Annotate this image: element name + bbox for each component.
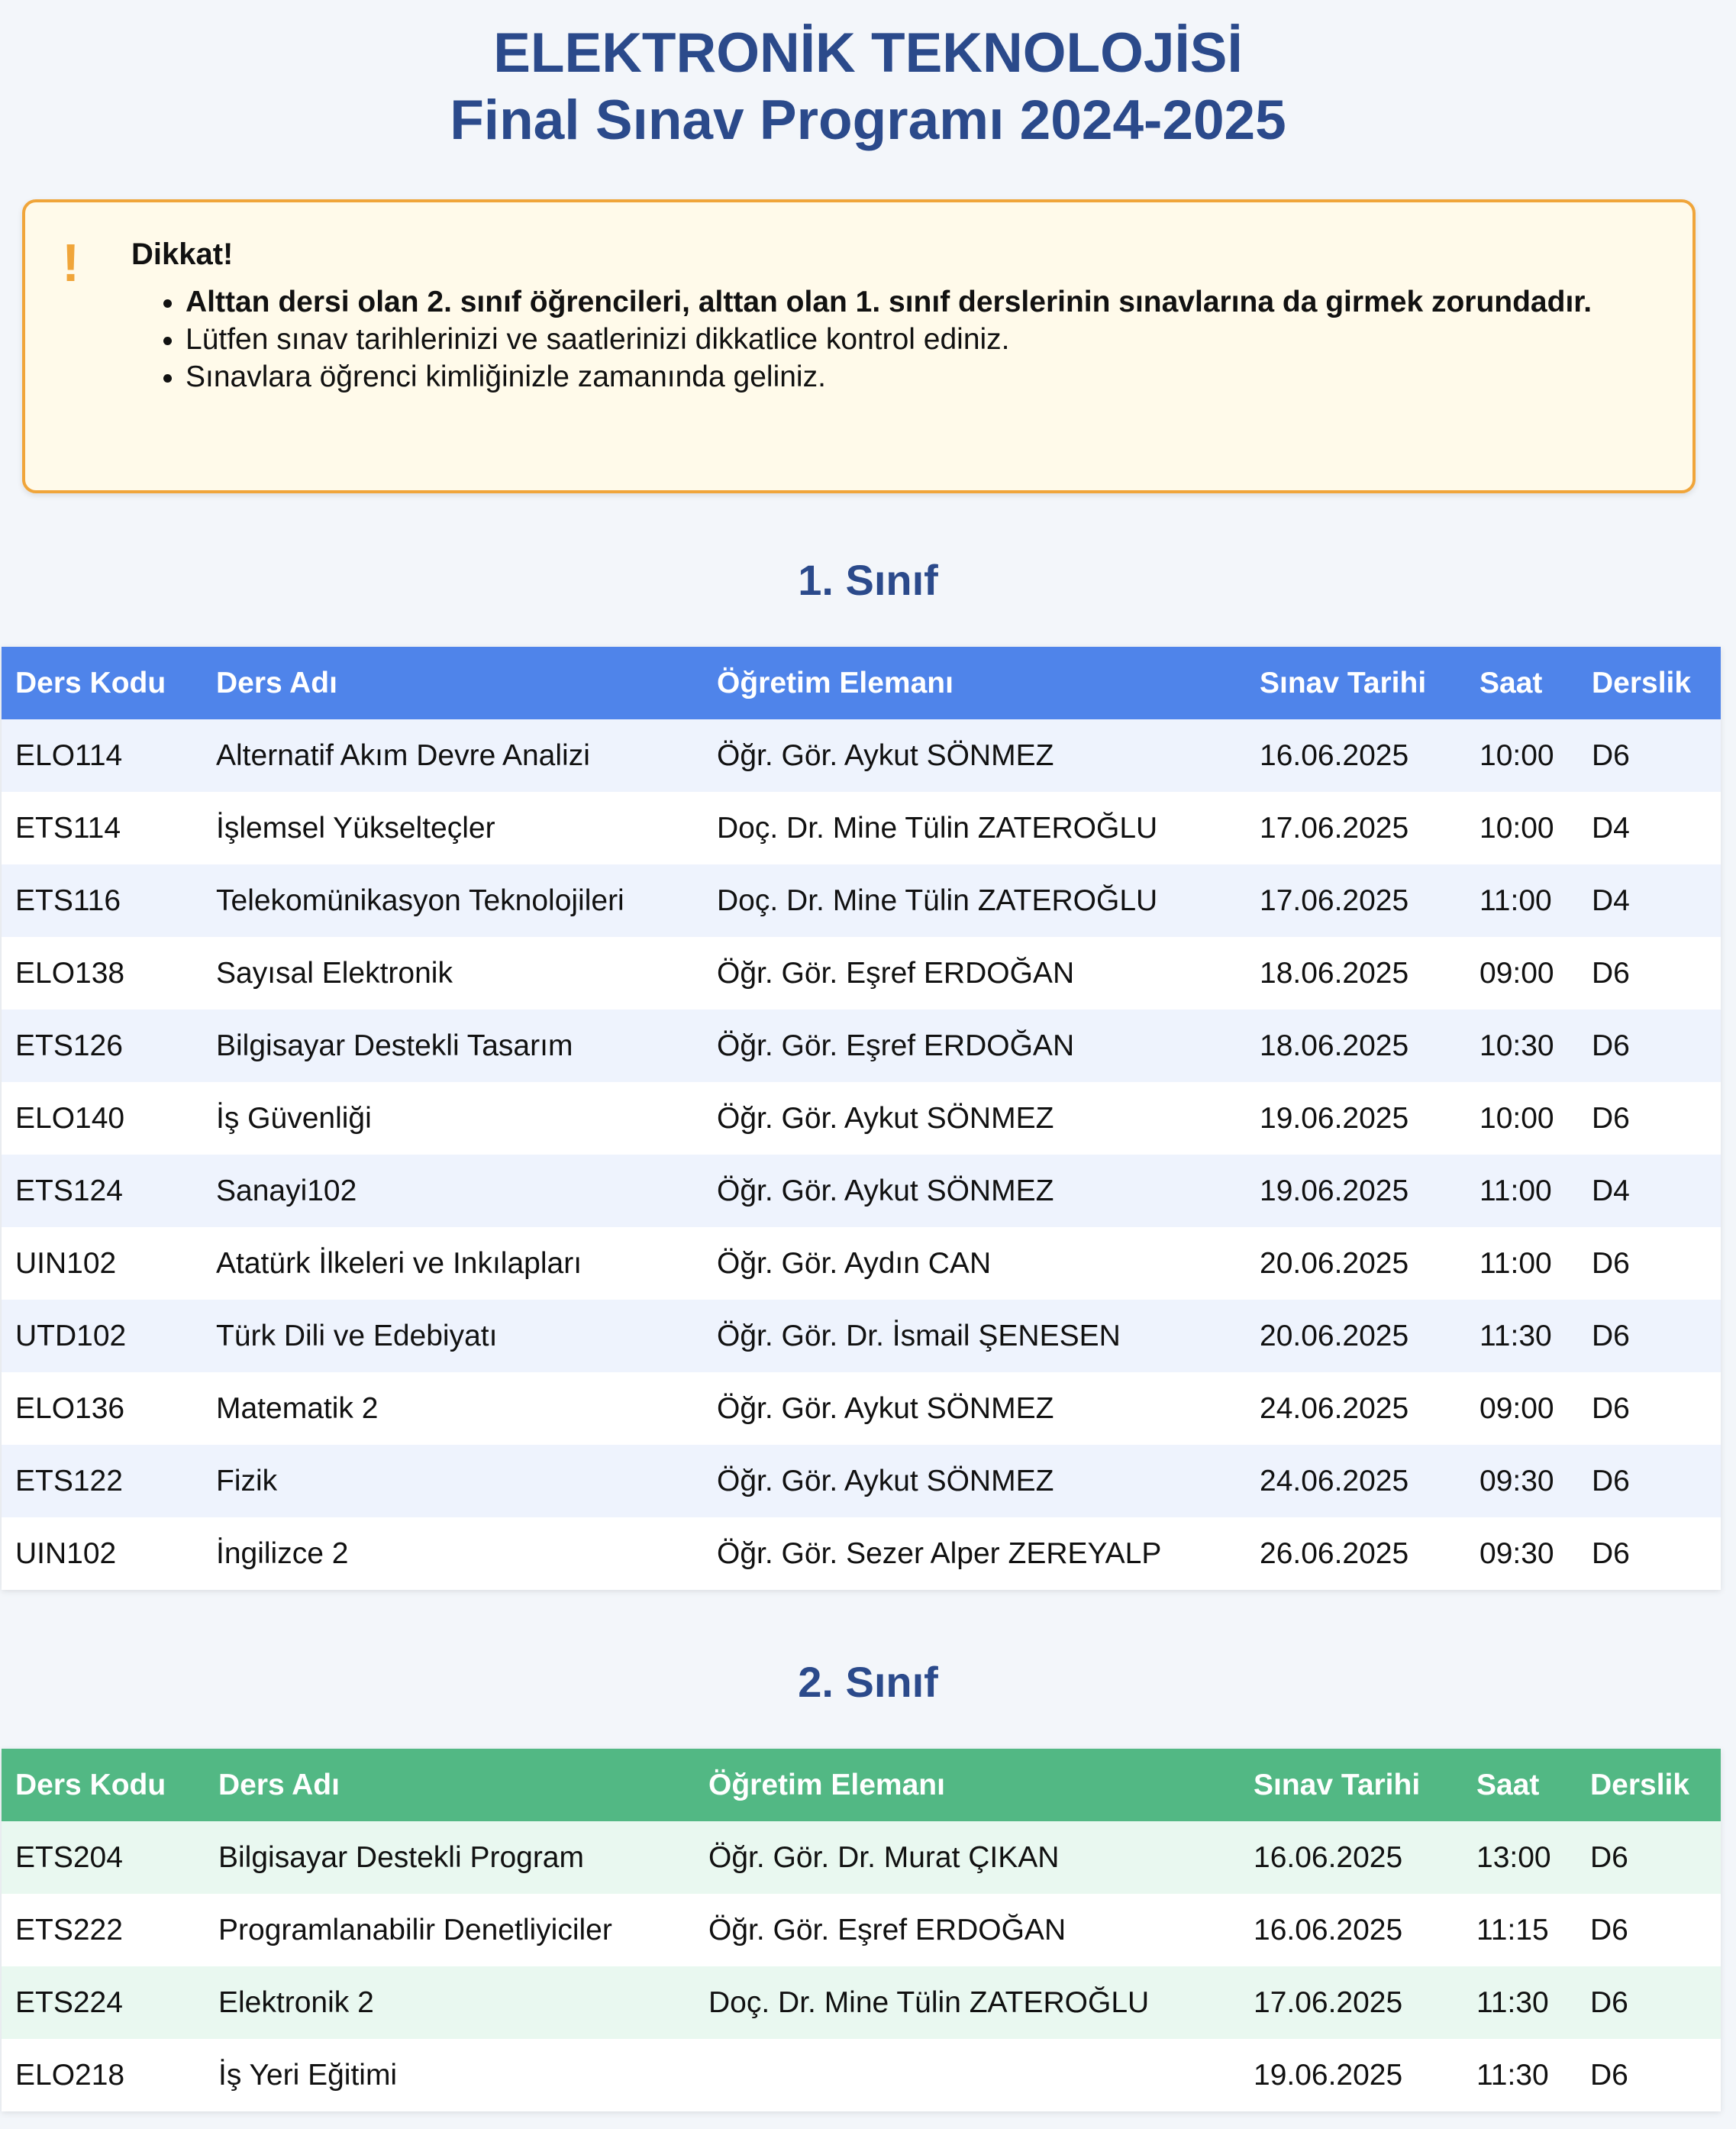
cell-date: 20.06.2025 <box>1246 1300 1466 1372</box>
cell-date: 16.06.2025 <box>1240 1894 1463 1966</box>
cell-course: Alternatif Akım Devre Analizi <box>202 719 703 792</box>
cell-course: Sanayi102 <box>202 1155 703 1227</box>
table-row <box>2 719 1721 792</box>
cell-room: D4 <box>1578 864 1721 937</box>
cell-time: 11:15 <box>1463 1894 1576 1966</box>
cell-room: D6 <box>1576 2039 1721 2111</box>
cell-time: 10:00 <box>1466 792 1578 864</box>
table-row <box>2 1894 1721 1966</box>
cell-course: Türk Dili ve Edebiyatı <box>202 1300 703 1372</box>
cell-instructor: Öğr. Gör. Eşref ERDOĞAN <box>703 937 1246 1010</box>
notice-box <box>22 199 1696 493</box>
cell-course: İş Yeri Eğitimi <box>205 2039 695 2111</box>
table-row <box>2 1966 1721 2039</box>
cell-time: 09:30 <box>1466 1445 1578 1517</box>
cell-code: UIN102 <box>2 1517 202 1590</box>
section-title-class-2: 2. Sınıf <box>798 1658 938 1706</box>
notice-item: • Alttan dersi olan 2. sınıf öğrencileri, alttan olan 1. sınıf derslerinin sınavlarına da girmek zorundadır. <box>186 283 1682 321</box>
cell-code: ETS204 <box>2 1821 205 1894</box>
cell-time: 13:00 <box>1463 1821 1576 1894</box>
cell-instructor: Doç. Dr. Mine Tülin ZATEROĞLU <box>695 1966 1240 2039</box>
notice-item: • Lütfen sınav tarihlerinizi ve saatlerinizi dikkatlice kontrol ediniz. <box>186 321 1682 358</box>
cell-date: 26.06.2025 <box>1246 1517 1466 1590</box>
table-row <box>2 1445 1721 1517</box>
cell-code: ETS224 <box>2 1966 205 2039</box>
column-header-code: Ders Kodu <box>2 647 202 719</box>
page-title <box>0 0 1736 154</box>
table-row <box>2 1300 1721 1372</box>
cell-code: UIN102 <box>2 1227 202 1300</box>
cell-code: ETS126 <box>2 1010 202 1082</box>
section-title-class-1: 1. Sınıf <box>798 556 938 604</box>
cell-time: 10:00 <box>1466 1082 1578 1155</box>
cell-code: ELO140 <box>2 1082 202 1155</box>
cell-instructor <box>695 2039 1240 2111</box>
cell-instructor: Öğr. Gör. Eşref ERDOĞAN <box>703 1010 1246 1082</box>
cell-time: 11:00 <box>1466 1227 1578 1300</box>
cell-code: ELO136 <box>2 1372 202 1445</box>
cell-time: 11:30 <box>1466 1300 1578 1372</box>
table-row <box>2 1821 1721 1894</box>
table-row <box>2 2039 1721 2111</box>
column-header-course: Ders Adı <box>202 647 703 719</box>
exam-table-class-1 <box>2 647 1721 1590</box>
cell-instructor: Öğr. Gör. Eşref ERDOĞAN <box>695 1894 1240 1966</box>
cell-code: ELO138 <box>2 937 202 1010</box>
cell-course: Programlanabilir Denetliyiciler <box>205 1894 695 1966</box>
cell-instructor: Öğr. Gör. Sezer Alper ZEREYALP <box>703 1517 1246 1590</box>
table-row <box>2 937 1721 1010</box>
cell-instructor: Öğr. Gör. Aykut SÖNMEZ <box>703 1082 1246 1155</box>
cell-date: 16.06.2025 <box>1240 1821 1463 1894</box>
cell-room: D6 <box>1578 1010 1721 1082</box>
cell-course: Telekomünikasyon Teknolojileri <box>202 864 703 937</box>
table-row <box>2 1227 1721 1300</box>
cell-date: 19.06.2025 <box>1246 1082 1466 1155</box>
column-header-room: Derslik <box>1576 1749 1721 1821</box>
column-header-time: Saat <box>1466 647 1578 719</box>
table-row <box>2 1517 1721 1590</box>
cell-code: ELO218 <box>2 2039 205 2111</box>
cell-course: Sayısal Elektronik <box>202 937 703 1010</box>
cell-course: Elektronik 2 <box>205 1966 695 2039</box>
cell-time: 09:00 <box>1466 937 1578 1010</box>
cell-room: D4 <box>1578 792 1721 864</box>
cell-room: D6 <box>1578 719 1721 792</box>
cell-time: 10:30 <box>1466 1010 1578 1082</box>
cell-course: Atatürk İlkeleri ve Inkılapları <box>202 1227 703 1300</box>
cell-room: D4 <box>1578 1155 1721 1227</box>
cell-instructor: Öğr. Gör. Aykut SÖNMEZ <box>703 1372 1246 1445</box>
column-header-date: Sınav Tarihi <box>1246 647 1466 719</box>
cell-course: Fizik <box>202 1445 703 1517</box>
cell-code: ETS114 <box>2 792 202 864</box>
column-header-instructor: Öğretim Elemanı <box>703 647 1246 719</box>
cell-time: 11:00 <box>1466 1155 1578 1227</box>
notice-title: Dikkat! <box>131 237 234 271</box>
table-body <box>2 719 1721 1590</box>
cell-course: Matematik 2 <box>202 1372 703 1445</box>
cell-time: 09:30 <box>1466 1517 1578 1590</box>
cell-date: 20.06.2025 <box>1246 1227 1466 1300</box>
cell-instructor: Öğr. Gör. Aykut SÖNMEZ <box>703 1445 1246 1517</box>
column-header-time: Saat <box>1463 1749 1576 1821</box>
column-header-instructor: Öğretim Elemanı <box>695 1749 1240 1821</box>
column-header-date: Sınav Tarihi <box>1240 1749 1463 1821</box>
cell-room: D6 <box>1576 1966 1721 2039</box>
table-row <box>2 1010 1721 1082</box>
column-header-code: Ders Kodu <box>2 1749 205 1821</box>
exam-table-class-2 <box>2 1749 1721 2111</box>
cell-room: D6 <box>1578 1300 1721 1372</box>
cell-code: UTD102 <box>2 1300 202 1372</box>
cell-date: 19.06.2025 <box>1246 1155 1466 1227</box>
cell-date: 17.06.2025 <box>1240 1966 1463 2039</box>
cell-room: D6 <box>1578 1445 1721 1517</box>
cell-instructor: Doç. Dr. Mine Tülin ZATEROĞLU <box>703 864 1246 937</box>
cell-code: ELO114 <box>2 719 202 792</box>
cell-time: 10:00 <box>1466 719 1578 792</box>
table-row <box>2 864 1721 937</box>
table-row <box>2 792 1721 864</box>
table-header-row <box>2 1749 1721 1821</box>
notice-item: • Sınavlara öğrenci kimliğinizle zamanında geliniz. <box>186 358 1682 396</box>
cell-room: D6 <box>1578 1517 1721 1590</box>
cell-instructor: Öğr. Gör. Dr. İsmail ŞENESEN <box>703 1300 1246 1372</box>
cell-date: 18.06.2025 <box>1246 937 1466 1010</box>
table-row <box>2 1372 1721 1445</box>
cell-code: ETS122 <box>2 1445 202 1517</box>
cell-instructor: Öğr. Gör. Aydın CAN <box>703 1227 1246 1300</box>
page-title-line2: Final Sınav Programı 2024-2025 <box>450 89 1286 151</box>
cell-time: 11:30 <box>1463 2039 1576 2111</box>
cell-date: 16.06.2025 <box>1246 719 1466 792</box>
cell-date: 17.06.2025 <box>1246 792 1466 864</box>
column-header-course: Ders Adı <box>205 1749 695 1821</box>
exclamation-icon: ! <box>62 233 80 292</box>
cell-room: D6 <box>1578 937 1721 1010</box>
notice-list <box>156 283 1682 396</box>
cell-instructor: Doç. Dr. Mine Tülin ZATEROĞLU <box>703 792 1246 864</box>
cell-instructor: Öğr. Gör. Dr. Murat ÇIKAN <box>695 1821 1240 1894</box>
column-header-room: Derslik <box>1578 647 1721 719</box>
cell-time: 11:00 <box>1466 864 1578 937</box>
cell-time: 11:30 <box>1463 1966 1576 2039</box>
cell-room: D6 <box>1576 1821 1721 1894</box>
cell-code: ETS222 <box>2 1894 205 1966</box>
cell-date: 17.06.2025 <box>1246 864 1466 937</box>
cell-course: Bilgisayar Destekli Program <box>205 1821 695 1894</box>
table-row <box>2 1082 1721 1155</box>
table-row <box>2 1155 1721 1227</box>
cell-date: 24.06.2025 <box>1246 1372 1466 1445</box>
table-body <box>2 1821 1721 2111</box>
cell-room: D6 <box>1578 1372 1721 1445</box>
page-title-line1: ELEKTRONİK TEKNOLOJİSİ <box>493 22 1243 84</box>
cell-course: Bilgisayar Destekli Tasarım <box>202 1010 703 1082</box>
cell-instructor: Öğr. Gör. Aykut SÖNMEZ <box>703 1155 1246 1227</box>
cell-time: 09:00 <box>1466 1372 1578 1445</box>
cell-date: 24.06.2025 <box>1246 1445 1466 1517</box>
cell-room: D6 <box>1578 1082 1721 1155</box>
cell-date: 19.06.2025 <box>1240 2039 1463 2111</box>
cell-course: İşlemsel Yükselteçler <box>202 792 703 864</box>
cell-course: İngilizce 2 <box>202 1517 703 1590</box>
cell-instructor: Öğr. Gör. Aykut SÖNMEZ <box>703 719 1246 792</box>
cell-room: D6 <box>1578 1227 1721 1300</box>
cell-room: D6 <box>1576 1894 1721 1966</box>
cell-code: ETS124 <box>2 1155 202 1227</box>
table-header-row <box>2 647 1721 719</box>
cell-course: İş Güvenliği <box>202 1082 703 1155</box>
cell-date: 18.06.2025 <box>1246 1010 1466 1082</box>
cell-code: ETS116 <box>2 864 202 937</box>
